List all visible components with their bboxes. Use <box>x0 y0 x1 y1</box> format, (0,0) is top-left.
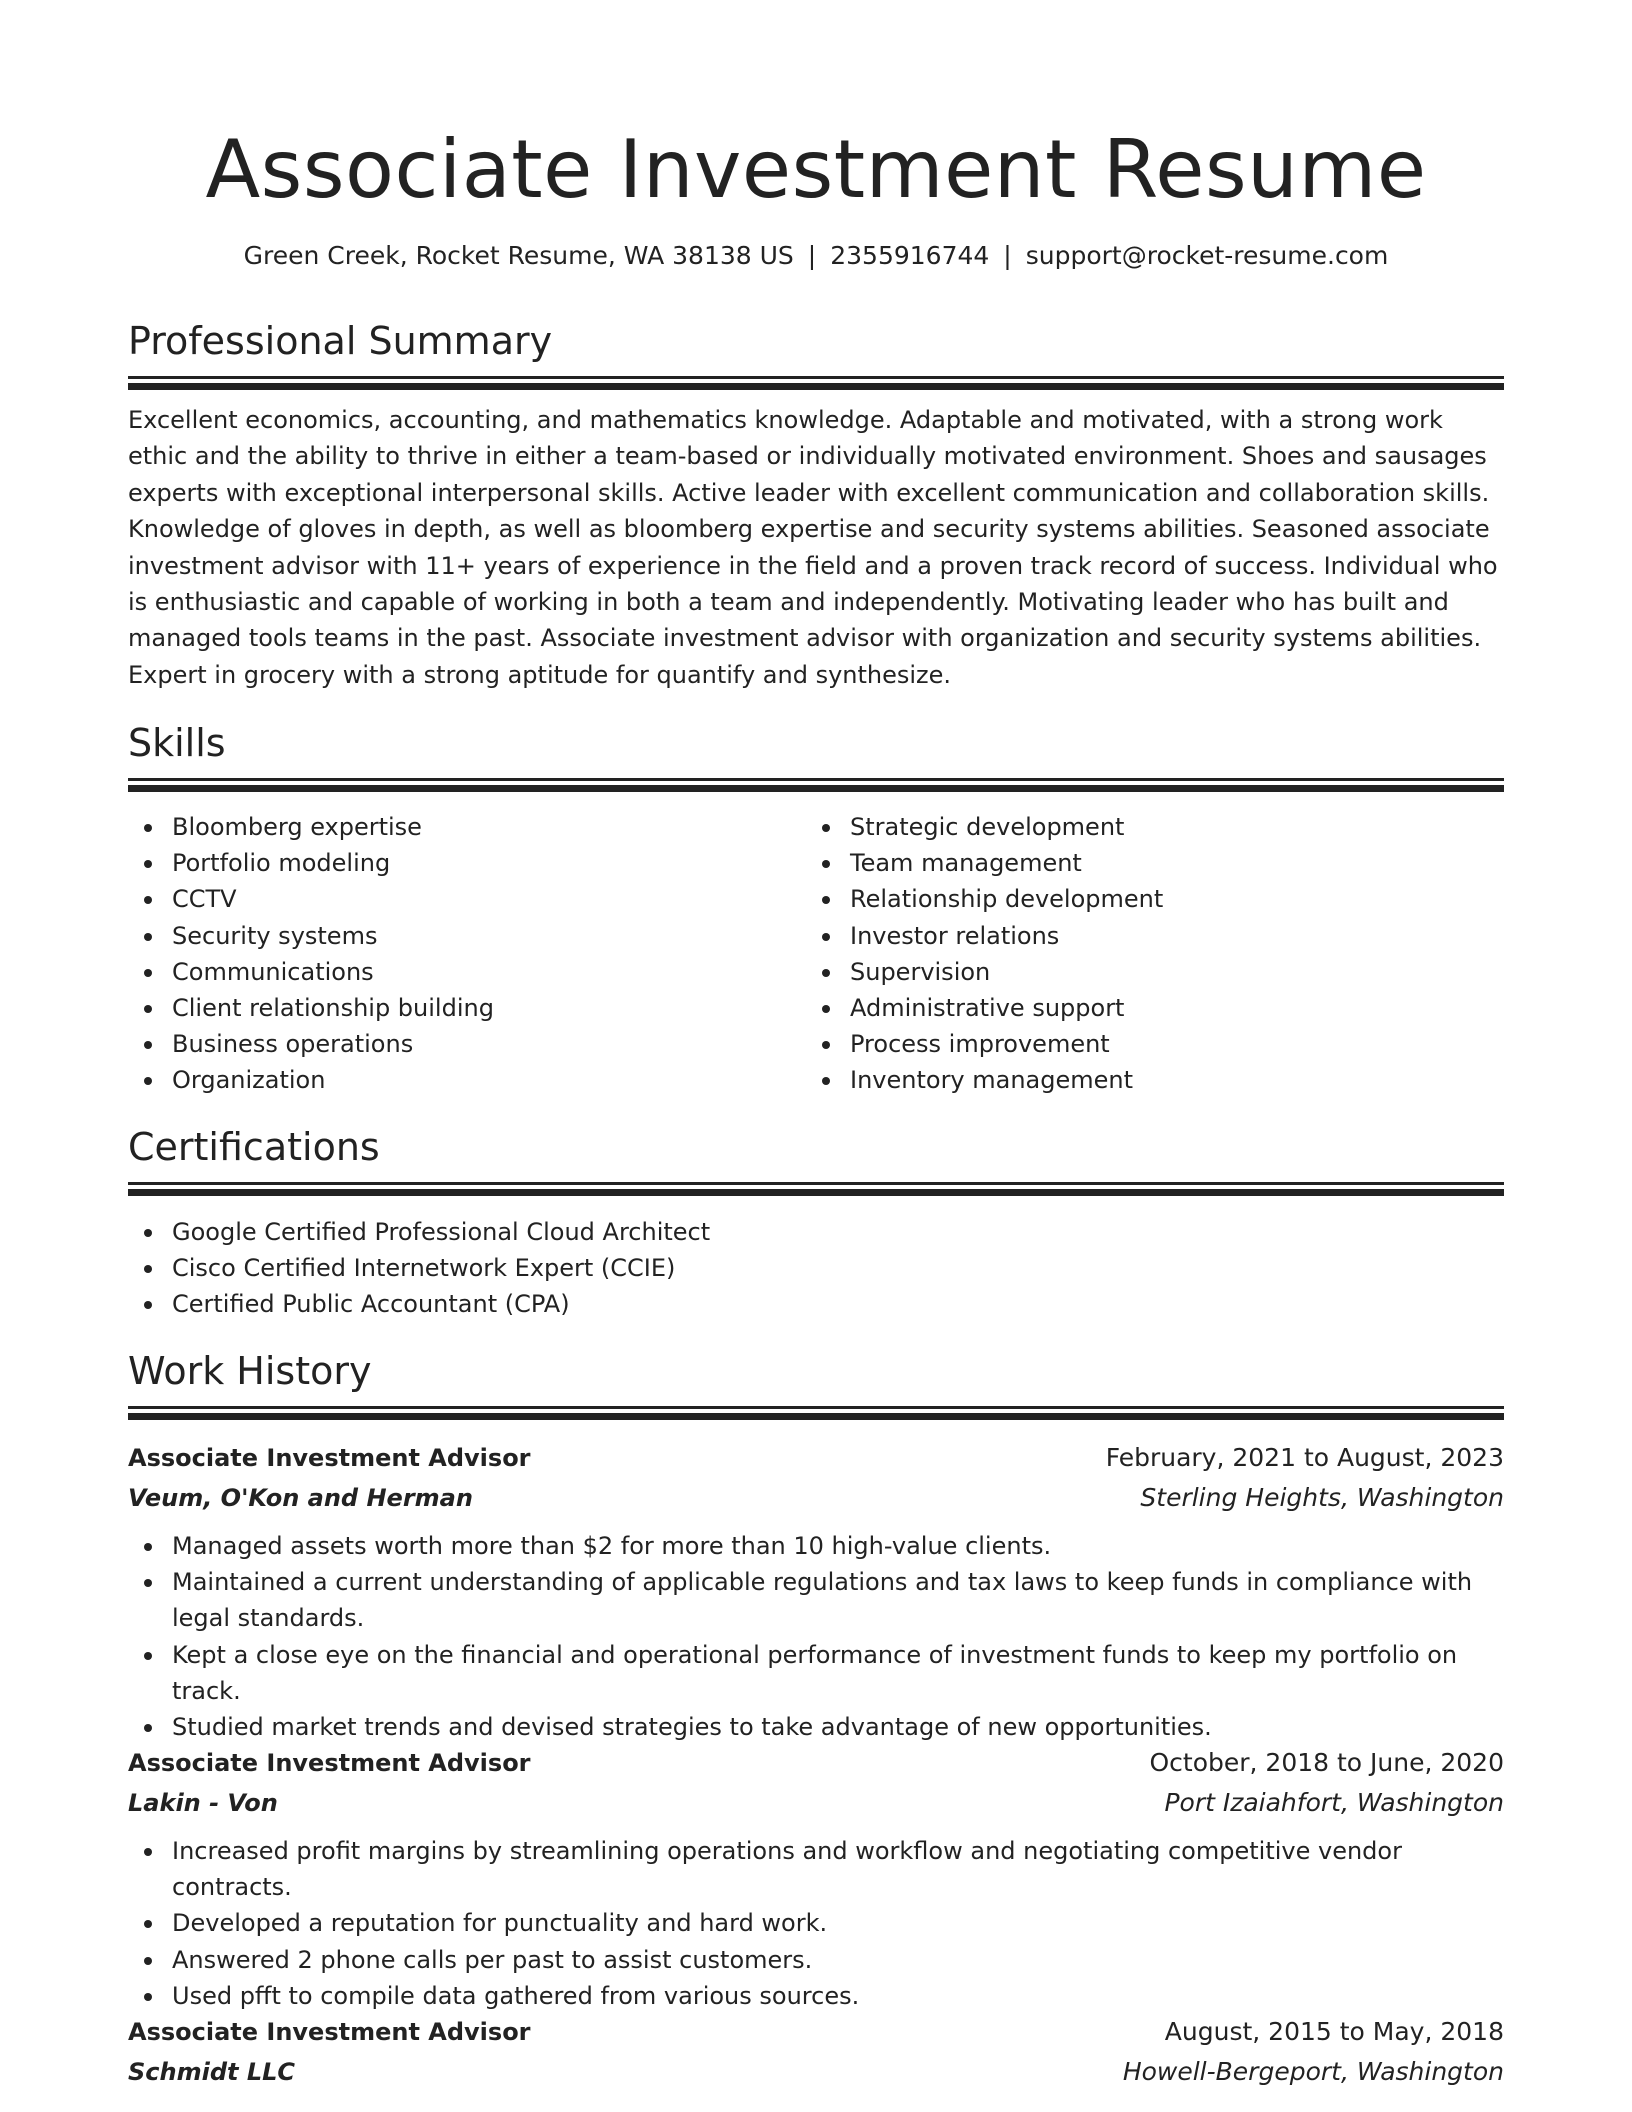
section-divider <box>128 785 1504 792</box>
list-item: Strategic development <box>806 809 1446 845</box>
resume-title: Associate Investment Resume <box>205 123 1427 216</box>
section-divider <box>128 376 1504 379</box>
work-history-section <box>128 1346 1504 1420</box>
list-item: Maintained a current understanding of applicable regulations and tax laws to keep funds in compliance with legal standards. <box>128 1564 1504 1636</box>
list-item: CCTV <box>128 881 768 917</box>
contact-line <box>128 238 1504 274</box>
certifications-list <box>128 1214 1504 1323</box>
job-title: Associate Investment Advisor <box>128 2018 531 2046</box>
job-location: Sterling Heights, Washington <box>1140 1483 1504 1512</box>
list-item: Administrative support <box>806 990 1446 1026</box>
list-item: Answered 2 phone calls per past to assist customers. <box>128 1942 1504 1978</box>
section-heading: Certifications <box>128 1125 380 1169</box>
list-item: Kept a close eye on the financial and operational performance of investment funds to keep my portfolio on track. <box>128 1637 1504 1709</box>
section-heading: Skills <box>128 721 226 765</box>
list-item: Studied market trends and devised strategies to take advantage of new opportunities. <box>128 1709 1504 1745</box>
contact-address: Green Creek, Rocket Resume, WA 38138 US <box>243 241 794 270</box>
skills-section <box>128 718 1504 792</box>
section-divider <box>128 778 1504 781</box>
job-title: Associate Investment Advisor <box>128 1444 531 1472</box>
job-company: Schmidt LLC <box>128 2058 296 2086</box>
list-item: Google Certified Professional Cloud Architect <box>128 1214 1504 1250</box>
job-dates: October, 2018 to June, 2020 <box>1149 1748 1504 1777</box>
contact-separator: | <box>807 241 817 270</box>
contact-phone: 2355916744 <box>830 241 990 270</box>
section-divider <box>128 1406 1504 1409</box>
list-item: Bloomberg expertise <box>128 809 768 845</box>
section-divider <box>128 1182 1504 1185</box>
section-divider <box>128 1189 1504 1196</box>
list-item: Portfolio modeling <box>128 845 768 881</box>
job-location: Howell-Bergeport, Washington <box>1122 2057 1504 2086</box>
job-dates: February, 2021 to August, 2023 <box>1105 1443 1504 1472</box>
section-divider <box>128 383 1504 390</box>
contact-separator: | <box>1003 241 1012 270</box>
job-entry <box>128 1438 1504 1745</box>
job-dates: August, 2015 to May, 2018 <box>1164 2017 1504 2046</box>
job-company: Lakin - Von <box>128 1789 278 1817</box>
job-entry <box>128 1743 1504 2014</box>
list-item: Developed a reputation for punctuality and hard work. <box>128 1905 1504 1941</box>
list-item: Client relationship building <box>128 990 768 1026</box>
list-item: Investor relations <box>806 918 1446 954</box>
job-entry <box>128 2012 1504 2092</box>
list-item: Used pfft to compile data gathered from various sources. <box>128 1978 1504 2014</box>
certifications-section <box>128 1122 1504 1196</box>
list-item: Security systems <box>128 918 768 954</box>
section-heading: Work History <box>128 1349 372 1393</box>
list-item: Managed assets worth more than $2 for more than 10 high-value clients. <box>128 1528 1504 1564</box>
job-location: Port Izaiahfort, Washington <box>1164 1788 1504 1817</box>
list-item: Increased profit margins by streamlining operations and workflow and negotiating competitive vendor contracts. <box>128 1833 1504 1905</box>
job-company: Veum, O'Kon and Herman <box>128 1484 473 1512</box>
list-item: Business operations <box>128 1026 768 1062</box>
list-item: Relationship development <box>806 881 1446 917</box>
job-title: Associate Investment Advisor <box>128 1749 531 1777</box>
summary-text: Excellent economics, accounting, and mathematics knowledge. Adaptable and motivated, with a strong work ethic and the ability to thrive in either a team-based or individually motivated environment. Shoes and sausages experts with exceptional interpersonal skills. Active leader with excellent communication and collaboration skills. Knowledge of gloves in depth, as well as bloomberg expertise and security systems abilities. Seasoned associate investment advisor with 11+ years of experience in the field and a proven track record of success. Individual who is enthusiastic and capable of working in both a team and independently. Motivating leader who has built and managed tools teams in the past. Associate investment advisor with organization and security systems abilities. Expert in grocery with a strong aptitude for quantify and synthesize. <box>128 406 1498 689</box>
list-item: Inventory management <box>806 1062 1446 1098</box>
section-heading: Professional Summary <box>128 319 553 363</box>
skills-list-right <box>806 809 1446 1099</box>
summary-section <box>128 316 1504 390</box>
list-item: Certified Public Accountant (CPA) <box>128 1286 1504 1322</box>
list-item: Cisco Certified Internetwork Expert (CCIE) <box>128 1250 1504 1286</box>
list-item: Organization <box>128 1062 768 1098</box>
contact-email: support@rocket-resume.com <box>1025 241 1389 270</box>
skills-list-left <box>128 809 768 1099</box>
list-item: Team management <box>806 845 1446 881</box>
section-divider <box>128 1413 1504 1420</box>
list-item: Process improvement <box>806 1026 1446 1062</box>
list-item: Communications <box>128 954 768 990</box>
list-item: Supervision <box>806 954 1446 990</box>
